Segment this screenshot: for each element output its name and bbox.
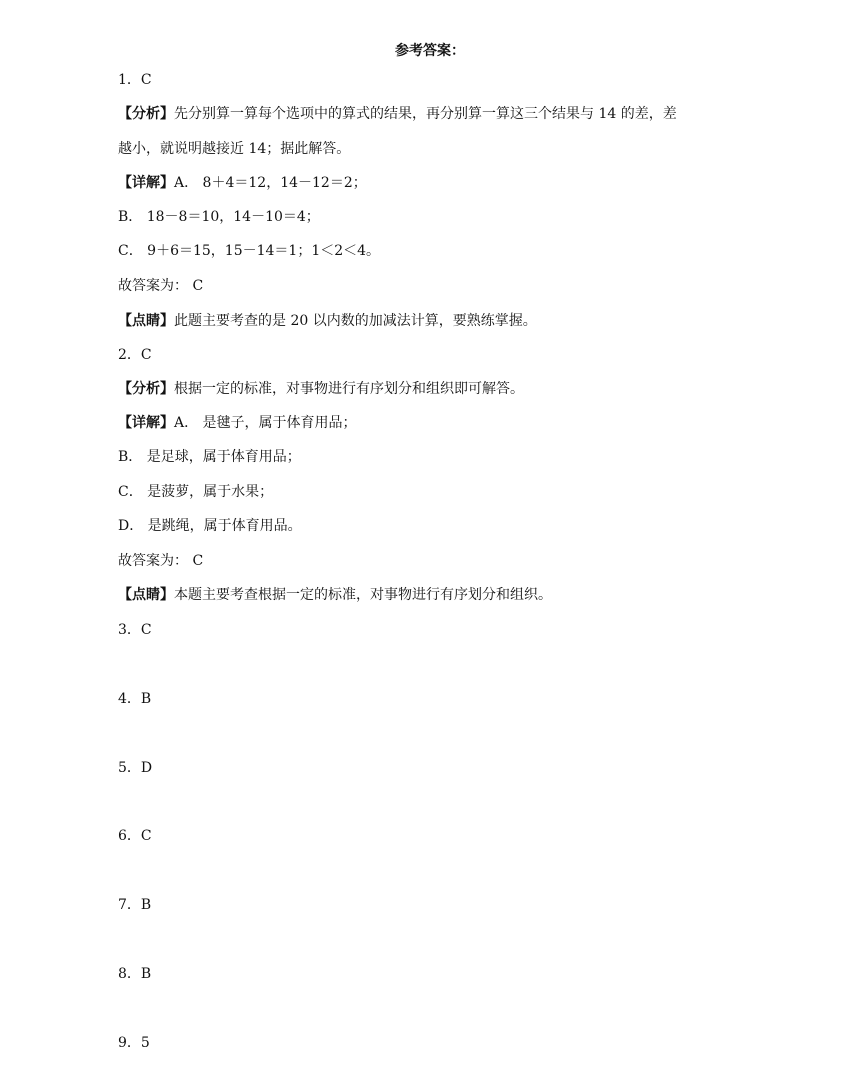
q2-analysis-text: 根据一定的标准，对事物进行有序划分和组织即可解答。 [174,381,524,397]
q1-analysis-line-2: 越小，就说明越接近 14；据此解答。 [118,141,351,157]
q2-comment-tag: 【点睛】 [118,587,174,603]
answer-8: 8．B [118,966,152,982]
q1-comment-text: 此题主要考查的是 20 以内数的加减法计算，要熟练掌握。 [174,313,537,329]
q1-detail-line-b: B． 18－8＝10，14－10＝4； [118,209,320,225]
answer-6: 6．C [118,828,152,844]
q2-comment-line [118,585,758,605]
q1-detail-line-c: C． 9＋6＝15，15－14＝1；1＜2＜4。 [118,243,381,259]
q2-detail-line-c: C． 是菠萝，属于水果； [118,484,274,500]
q1-comment-line [118,311,758,331]
answer-9: 9．5 [118,1035,150,1051]
page-title: 参考答案： [395,43,465,59]
q2-detail-tag: 【详解】 [118,415,174,431]
q2-detail-line-d: D． 是跳绳，属于体育用品。 [118,518,302,534]
q2-comment-text: 本题主要考查根据一定的标准，对事物进行有序划分和组织。 [174,587,552,603]
q2-analysis-line [118,379,758,399]
q1-comment-tag: 【点睛】 [118,313,174,329]
answer-7: 7．B [118,897,152,913]
q2-analysis-tag: 【分析】 [118,381,174,397]
q1-analysis-text-1: 先分别算一算每个选项中的算式的结果，再分别算一算这三个结果与 14 的差，差 [174,106,677,122]
q1-number: 1．C [118,72,152,88]
answer-4: 4．B [118,691,152,707]
q1-answer: 故答案为： C [118,278,204,294]
q2-detail-text-a: A． 是毽子，属于体育用品； [174,415,357,431]
q2-answer: 故答案为： C [118,553,204,569]
q1-analysis-tag: 【分析】 [118,106,174,122]
q2-detail-line-a [118,413,758,433]
q1-detail-line-a [118,173,758,193]
q2-number: 2．C [118,347,152,363]
q2-detail-line-b: B． 是足球，属于体育用品； [118,449,301,465]
answer-3: 3．C [118,622,152,638]
q1-detail-tag: 【详解】 [118,175,174,191]
q1-analysis-line-1 [118,104,758,124]
answer-5: 5．D [118,760,153,776]
q1-detail-text-a: A． 8＋4＝12，14－12＝2； [174,175,367,191]
